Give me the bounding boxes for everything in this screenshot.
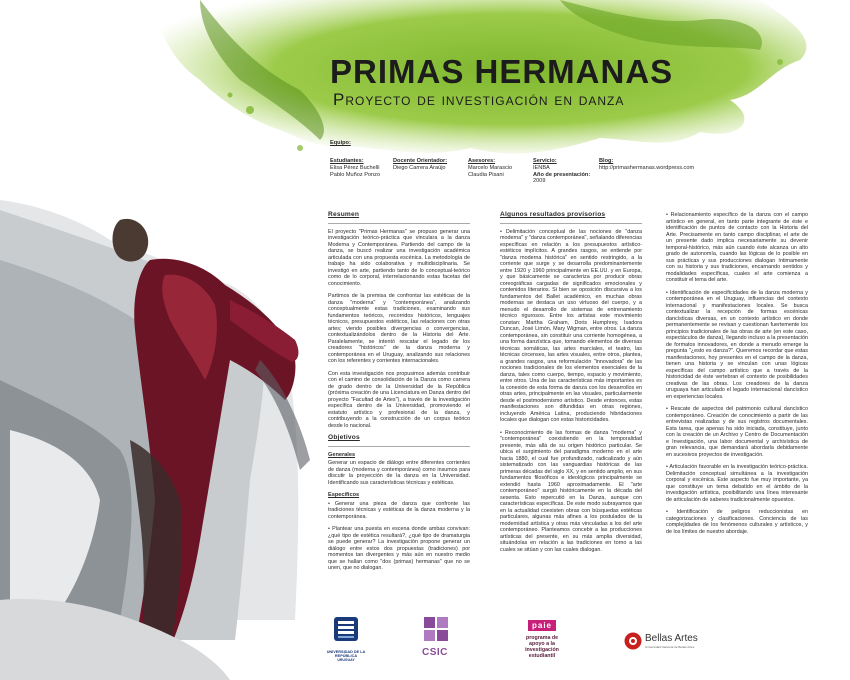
bellas-artes-emblem-icon (624, 632, 642, 650)
resultado-item: • Delimitación conceptual de las nociones de "danza moderna" y "danza contemporánea", señalando diferencias específicas en relación a los presupuestos artístico-estéticos implícitos. A grandes rasgos, se entiende por "danza moderna histórica" en sentido restringido, a la corriente que surge y se desarrolla predominantemente entre 1920 y 1960 principalmente en EE.UU. y en Europa, y que básicamente se caracteriza por producir obras coreográficas cargadas de significados emocionales y contenidos literarios. Si bien se oposición discursiva a los fundamentos del Ballet académico, en muchas obras modernas se destaca un uso virtuoso del cuerpo, y a menudo el desarrollo de sistemas de entrenamiento técnico rigurosos. Entre los artistas este movimiento constan: Martha Graham, Doris Humphrey, Isadora Duncan, José Limón, Mary Wigman, entre otros. La danza contemporánea, sin constituir una corriente homogénea, a una forma danzística que, tomando elementos de diversas técnicas somáticas, las artes marciales, el teatro, las técnicas circenses, las artes visuales, entre otros, plantea, a grandes rasgos, una reformulación "innovadora" de las nociones tradicionales de los elementos esenciales de la danza, tales como cuerpo, tiempo, espacio y movimiento, entre otros. Una de las características más importantes es la conexión de esta forma de danza con los desarrollos en otras artes, principalmente en las visuales, particularmente desde el postmodernismo artístico. Desde entonces, estas manifestaciones son difundidas en otras regiones, incluyendo América Latina, produciendo hibridaciones locales que dialogan con estas historicidades. (500, 228, 642, 423)
blog-label: Blog: (599, 158, 614, 164)
resultado-item: • Identificación de peligros reduccionistas en categorizaciones y clasificaciones. Conciencia de las complejidades de los fenómenos culturales y artísticos, y de los límites de nuestro abordaje. (666, 509, 808, 535)
anio-value: 2009 (533, 178, 546, 185)
asesores-block (468, 158, 512, 178)
resultado-item: • Articulación favorable en la investigación teórico-práctica. Delimitación conceptual simultánea a la investigación corporal y escénica. Este aspecto fue muy importante, ya que constituye un tema debatido en el ámbito de la investigación artística, posibilitando una línea interesante de articulación de saberes tradicionalmente opuestos. (666, 464, 808, 503)
asesor-name: Claudia Pisani (468, 171, 504, 178)
blog-link[interactable]: http://primashermanas.wordpress.com (599, 164, 695, 171)
dancer-image (0, 200, 310, 680)
servicio-block (533, 158, 590, 185)
asesores-label: Asesores: (468, 158, 496, 164)
equipo-label: Equipo: (330, 140, 351, 146)
csic-emblem-icon (422, 616, 456, 642)
resumen-paragraph: Partimos de la premisa de confrontar las estéticas de la danza "moderna" y "contemporánea", analizando conceptualmente estas tradiciones, examinando sus fundamentos teóricos, recorridos históricos, lenguajes técnicos, presupuestos estéticos, las relaciones con otras artes; viendo posibles divergencias o convergencias, contextualizándolos dentro de la Historia del Arte. Paralelamente, se intentó rescatar el legado de los creadores "históricos" de la danza moderna y contemporánea en el Uruguay, analizando sus relaciones con los referentes y corrientes internacionales. (328, 293, 470, 364)
column-resumen (328, 212, 470, 578)
especifico-item: • Plantear una puesta en escena donde ambas convivan: ¿qué tipo de estética resultará?, ¿qué tipo de dramaturgia se puede generar? La investigación propone generar un diálogo entre estos dos propuestas (tradiciones) por momentos tan divergentes y más aún en nuestro medio que se hallan como "dos (primas) hermanas" que no se unen, que no dialogan. (328, 526, 470, 571)
objetivos-heading: Objetivos (328, 434, 360, 441)
csic-name: CSIC (422, 647, 448, 658)
estudiantes-label: Estudiantes: (330, 158, 364, 164)
divider (328, 446, 470, 447)
bellas-artes-subtitle: Universidad Nacional de Bellas Artes (645, 645, 695, 649)
anio-label: Año de presentación: (533, 171, 591, 178)
resultados-heading: Algunos resultados provisorios (500, 211, 606, 218)
docente-block (393, 158, 447, 172)
especificos-label: Específicos (328, 492, 360, 498)
udelar-logo (326, 615, 366, 662)
generales-text: Generar un espacio de diálogo entre diferentes corrientes de danza (moderna y contemporánea) como insumos para discutir la proyección de la danza en la Universidad. Identificando sus características técnicas y estéticas. (328, 460, 470, 486)
udelar-country: URUGUAY (337, 658, 355, 662)
divider (500, 223, 642, 224)
udelar-emblem-icon (326, 615, 366, 645)
udelar-name: UNIVERSIDAD DE LA REPÚBLICA (326, 650, 366, 658)
paie-badge: paie (528, 620, 556, 631)
estudiante-name: Pablo Muñoz Ponzo (330, 171, 381, 178)
blog-block (599, 158, 694, 172)
paie-logo (520, 615, 564, 659)
paie-name: programa de apoyo a la investigación estudiantil (525, 635, 559, 659)
csic-logo (422, 616, 456, 658)
resultado-item: • Rescate de aspectos del patrimonio cultural dancístico contemporáneo. Creación de conocimiento a partir de las entrevistas realizadas y de sus registros documentales. Esta tarea, que apenas ha sido iniciada, constituye, junto con la creación de un Archivo y Centro de Documentación e Investigación, una labor documental y archivística de gran relevancia, que demandará abordarla debidamente en sucesivos proyectos de investigación. (666, 406, 808, 458)
servicio-value: IENBA (533, 164, 550, 171)
resultado-item: • Relacionamiento específico de la danza con el campo artístico en general, en tanto parte integrante de éste e identificación de puntos de contacto con la Historia del Arte. Precisamente en tanto campo disciplinar, el arte de un presente dado implica necesariamente su devenir temporal-histórico, más aún cuando éste alcanza un alto grado de autonomía, cuando las lógicas de lo posible en sus prácticas y sus producciones dialogan íntimamente con su historia y sus tradiciones, encarnando sentidos y modalidades específicas, cuales el arte comienza a constituir el tema del arte. (666, 212, 808, 283)
bellas-artes-name: Bellas Artes (645, 633, 698, 644)
resumen-heading: Resumen (328, 211, 360, 218)
servicio-label: Servicio: (533, 158, 557, 164)
column-resultados-cont (666, 212, 808, 541)
generales-label: Generales (328, 451, 356, 458)
column-resultados (500, 212, 642, 559)
docente-name: Diego Carrera Araújo (393, 164, 446, 171)
docente-label: Docente Orientador: (393, 158, 448, 164)
resumen-paragraph: Con esta investigación nos propusimos además contribuir con el camino de consolidación de la Danza como carrera de grado dentro de la Universidad de la República (próxima creación de una Licenciatura en Danza dentro del proyecto "Facultad de Artes"), a través de la investigación específica dentro de la Universidad, promoviendo el estatuto artístico y profesional de la danza, y contribuyendo a la construcción de un corpus teórico desde lo nacional. (328, 370, 470, 429)
estudiante-name: Elisa Pérez Buchelli (330, 164, 380, 171)
asesor-name: Marcelo Marascio (468, 164, 513, 171)
page-title: PRIMAS HERMANAS (330, 53, 674, 90)
resultado-item: • Identificación de especificidades de la danza moderna y contemporánea en el Uruguay, influencias del contexto internacional y manifestaciones locales. Se busca contextualizar la recepción de formas escénicas dancísticas diversas, en un contexto artístico en donde permanentemente se revisan y cuestionan fuertemente los principios tradicionales de las obras de arte (en este caso, espectáculos de danza), llegando incluso a la presentación de formatos innovadores, en donde a menudo emerge la pregunta "¿esto es danza?". Queremos recordar que estas manifestaciones, hoy presentes en el campo de la danza, tienen una historia y se vinculan con unas lógicas específicas del campo artístico que a través de la historicidad de éste vertebran el contexto de posibilidades creativas de las obras. Los creadores de la danza uruguaya han articulado el legado internacional dancístico en experiencias locales. (666, 289, 808, 400)
resultado-item: • Reconocimiento de las formas de danza "moderna" y "contemporánea" coexistiendo en la temporalidad presente, más allá de su origen histórico particular. Se ubica el surgimiento del paradigma moderno en el arte hacia 1880, el cual fue profundizado, radicalizado y aún sistematizado con las vanguardias históricas de las primeras décadas del siglo XX, y en sentido amplio, en sus fundamentos filosóficos e ideológicos principalmente se extendió hasta 1960 aproximadamente. El "arte contemporáneo" surgió históricamente en la década del sesenta. Esto repercutió en la Danza, aunque con características específicas. De este modo subrayamos que en la actualidad coexisten obras con búsquedas estéticas particulares, algunas más afines a los postulados de la modernidad artística y otras más vinculadas a los del arte contemporáneo. Planteamos concebir a las producciones artísticas del presente, en su más amplia diversidad, situándolas en relación a las tradiciones en torno a las cuales se sitúan y con las cuales dialogan. (500, 429, 642, 553)
especifico-item: • Generar una pieza de danza que confronte las tradiciones técnicas y estéticas de la danza moderna y la contemporánea. (328, 500, 470, 520)
resumen-paragraph: El proyecto "Primas Hermanas" se propuso generar una investigación teórico-práctica que vinculara a la danza Moderna y Contemporánea. Partiendo del campo de la danza, se buscó realizar una investigación académica articulada con una propuesta escénica. La metodología de trabajo ha sido colaborativa y multidisciplinaria. Se investigó en arte, partiendo tanto de lo conceptual-teórico como de lo corporal, interrelacionando estas facetas del conocimiento. (328, 228, 470, 287)
estudiantes-block (330, 158, 380, 178)
page-subtitle: Proyecto de investigación en danza (333, 90, 625, 109)
divider (328, 223, 470, 224)
